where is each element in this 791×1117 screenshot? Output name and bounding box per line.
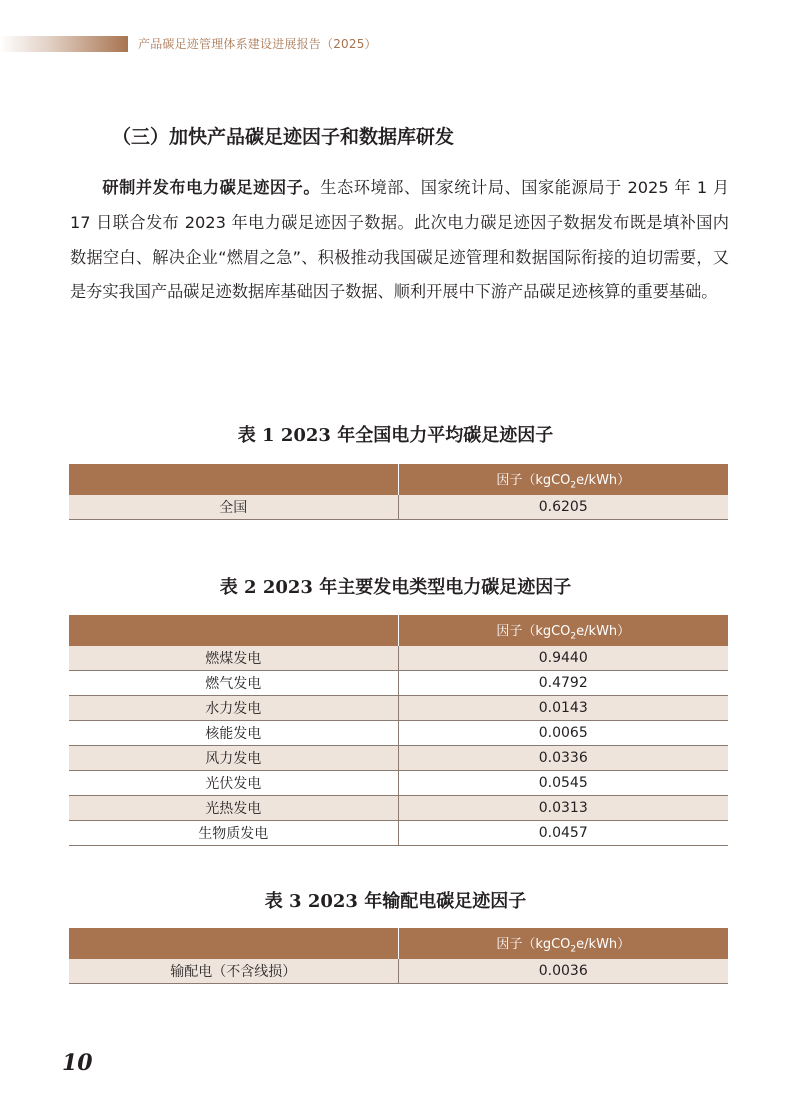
row-value: 0.0036	[398, 959, 728, 984]
row-value: 0.0545	[398, 771, 728, 796]
row-label: 燃煤发电	[69, 646, 398, 671]
running-header-title: 产品碳足迹管理体系建设进展报告（2025）	[138, 37, 377, 51]
table-row	[69, 696, 728, 721]
factor-unit-header: 因子（kgCO$_2$e/kWh）	[398, 615, 728, 646]
table-3	[69, 928, 728, 984]
page-number: 10	[62, 1050, 93, 1076]
header-empty-cell	[69, 615, 398, 646]
factor-unit-header: 因子（kgCO$_2$e/kWh）	[398, 928, 728, 959]
table-row	[69, 671, 728, 696]
header-empty-cell	[69, 464, 398, 495]
row-value: 0.0065	[398, 721, 728, 746]
paragraph-lead-text: 研制并发布电力碳足迹因子。	[102, 178, 321, 197]
row-label: 核能发电	[69, 721, 398, 746]
row-label: 风力发电	[69, 746, 398, 771]
table-1	[69, 464, 728, 520]
table-row	[69, 646, 728, 671]
table-header-row	[69, 928, 728, 959]
table-header-row	[69, 615, 728, 646]
row-value: 0.0336	[398, 746, 728, 771]
table-1-title: 表 1 2023 年全国电力平均碳足迹因子	[237, 425, 554, 446]
table-3-title: 表 3 2023 年输配电碳足迹因子	[264, 891, 527, 912]
row-label: 光伏发电	[69, 771, 398, 796]
header-decorative-bar	[0, 36, 128, 52]
table-row	[69, 771, 728, 796]
table-row	[69, 796, 728, 821]
section-heading: （三）加快产品碳足迹因子和数据库研发	[112, 126, 455, 148]
header-empty-cell	[69, 928, 398, 959]
row-value: 0.9440	[398, 646, 728, 671]
factor-unit-header: 因子（kgCO$_2$e/kWh）	[398, 464, 728, 495]
table-row	[69, 959, 728, 984]
body-paragraph	[70, 171, 729, 310]
paragraph-body-text: 生态环境部、国家统计局、国家能源局于 2025 年 1 月 17 日联合发布 2023 年电力碳足迹因子数据。此次电力碳足迹因子数据发布既是填补国内数据空白、解决企业“燃眉之急”、积极推动我国碳足迹管理和数据国际衔接的迫切需要，又是夯实我国产品碳足迹数据库基础因子数据、顺利开展中下游产品碳足迹核算的重要基础。	[70, 178, 730, 302]
table-2-title: 表 2 2023 年主要发电类型电力碳足迹因子	[219, 577, 572, 598]
row-value: 0.0143	[398, 696, 728, 721]
row-value: 0.0457	[398, 821, 728, 846]
row-value: 0.4792	[398, 671, 728, 696]
row-label: 燃气发电	[69, 671, 398, 696]
table-row	[69, 746, 728, 771]
row-label: 光热发电	[69, 796, 398, 821]
row-label: 输配电（不含线损）	[69, 959, 398, 984]
table-row	[69, 495, 728, 520]
row-label: 全国	[69, 495, 398, 520]
row-value: 0.6205	[398, 495, 728, 520]
row-label: 生物质发电	[69, 821, 398, 846]
table-2	[69, 615, 728, 846]
table-row	[69, 821, 728, 846]
row-label: 水力发电	[69, 696, 398, 721]
row-value: 0.0313	[398, 796, 728, 821]
table-row	[69, 721, 728, 746]
table-header-row	[69, 464, 728, 495]
